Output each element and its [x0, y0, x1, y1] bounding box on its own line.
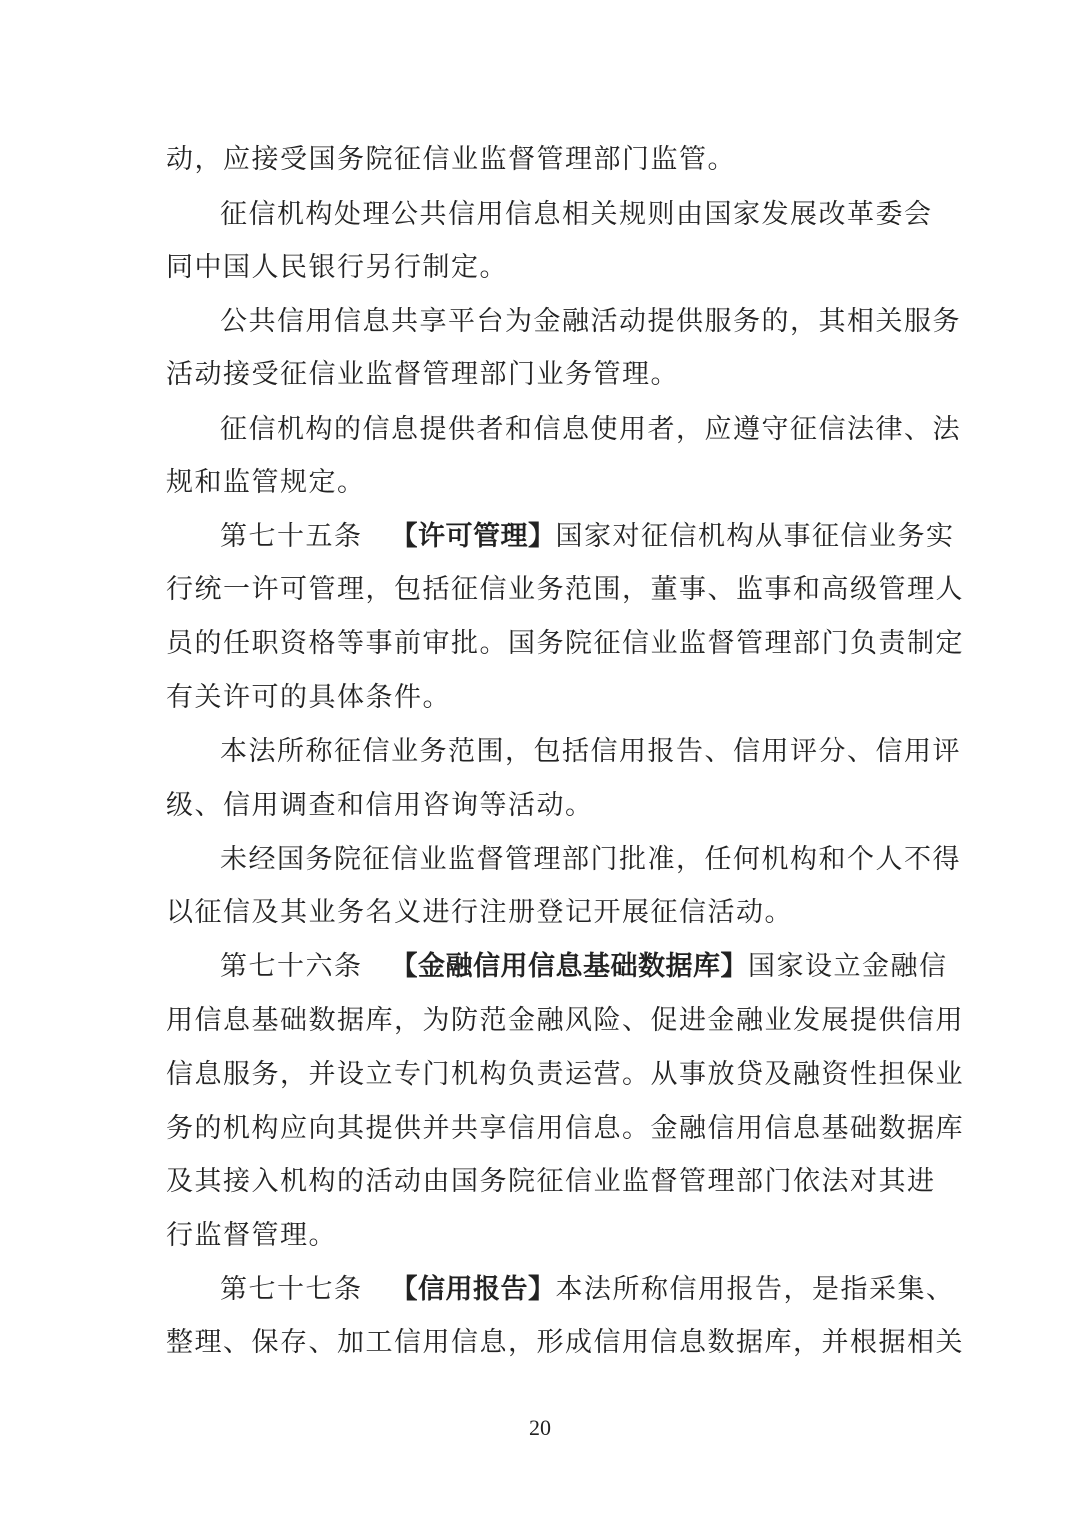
text-line: 信息服务，并设立专门机构负责运营。从事放贷及融资性担保业 [166, 1059, 964, 1090]
article-75-number: 第七十五条 [220, 521, 363, 552]
text-line: 及其接入机构的活动由国务院征信业监督管理部门依法对其进 [166, 1166, 936, 1197]
text-line: 同中国人民银行另行制定。 [166, 252, 508, 283]
text-line: 活动接受征信业监督管理部门业务管理。 [166, 359, 679, 390]
article-75-heading-line [220, 519, 955, 555]
article-77-title: 【信用报告】 [390, 1274, 556, 1305]
text-line: 未经国务院征信业监督管理部门批准，任何机构和个人不得 [220, 844, 961, 875]
article-76-heading-line [220, 949, 948, 985]
text-line: 征信机构的信息提供者和信息使用者，应遵守征信法律、法 [220, 414, 961, 445]
text-line: 务的机构应向其提供并共享信用信息。金融信用信息基础数据库 [166, 1113, 964, 1144]
article-76-title: 【金融信用信息基础数据库】 [390, 951, 748, 982]
text-line: 用信息基础数据库，为防范金融风险、促进金融业发展提供信用 [166, 1005, 964, 1036]
text-line: 公共信用信息共享平台为金融活动提供服务的，其相关服务 [220, 306, 961, 337]
text-line: 行统一许可管理，包括征信业务范围，董事、监事和高级管理人 [166, 574, 964, 605]
article-76-number: 第七十六条 [220, 951, 363, 982]
article-77-heading-line [220, 1272, 955, 1308]
text-line: 征信机构处理公共信用信息相关规则由国家发展改革委会 [220, 199, 933, 230]
article-77-number: 第七十七条 [220, 1274, 363, 1305]
text-line: 本法所称征信业务范围，包括信用报告、信用评分、信用评 [220, 736, 961, 767]
article-75-title: 【许可管理】 [390, 521, 556, 552]
text-line: 行监督管理。 [166, 1220, 337, 1251]
text-line: 员的任职资格等事前审批。国务院征信业监督管理部门负责制定 [166, 628, 964, 659]
page-number: 20 [529, 1415, 551, 1440]
text-line: 动，应接受国务院征信业监督管理部门监管。 [166, 144, 736, 175]
article-75-text: 国家对征信机构从事征信业务实 [555, 521, 955, 552]
text-line: 整理、保存、加工信用信息，形成信用信息数据库，并根据相关 [166, 1327, 964, 1358]
article-77-text: 本法所称信用报告，是指采集、 [555, 1274, 955, 1305]
article-76-text: 国家设立金融信 [748, 951, 948, 982]
text-line: 级、信用调查和信用咨询等活动。 [166, 790, 594, 821]
text-line: 规和监管规定。 [166, 467, 366, 498]
text-line: 有关许可的具体条件。 [166, 682, 451, 713]
text-line: 以征信及其业务名义进行注册登记开展征信活动。 [166, 897, 793, 928]
